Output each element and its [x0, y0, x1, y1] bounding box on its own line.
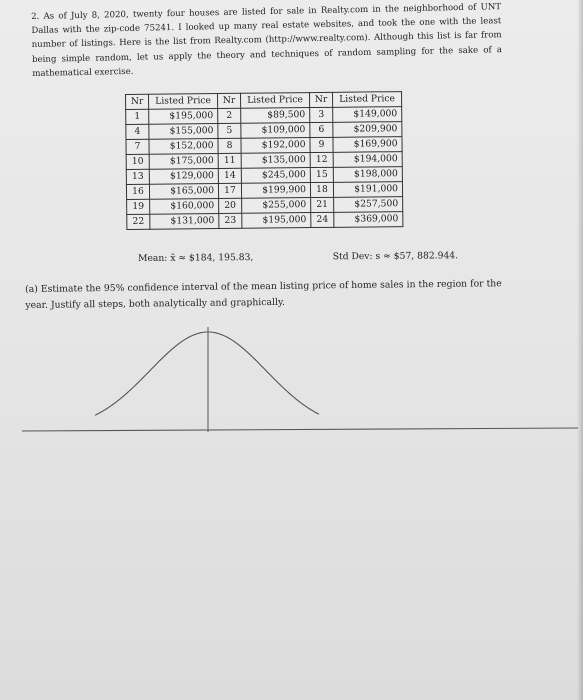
- header-listed-price: Listed Price: [240, 93, 309, 109]
- cell-nr: 3: [310, 107, 333, 122]
- cell-nr: 7: [126, 139, 149, 154]
- cell-nr: 5: [218, 123, 241, 138]
- header-nr: Nr: [126, 94, 149, 109]
- cell-price: $131,000: [150, 214, 219, 230]
- cell-nr: 13: [126, 169, 149, 184]
- page-edge-shadow: [577, 0, 583, 700]
- cell-price: $195,000: [149, 109, 218, 125]
- header-nr: Nr: [309, 92, 332, 107]
- cell-nr: 15: [310, 167, 333, 182]
- cell-price: $129,000: [149, 169, 218, 185]
- std-dev-value: Std Dev: s ≈ $57, 882.944.: [332, 250, 459, 263]
- cell-nr: 2: [218, 108, 241, 123]
- cell-nr: 23: [219, 213, 242, 228]
- cell-nr: 10: [126, 154, 149, 169]
- mean-value: Mean: x̄ ≈ $184, 195.83,: [138, 251, 254, 264]
- bell-curve: [95, 332, 319, 415]
- cell-price: $257,500: [334, 197, 403, 213]
- cell-price: $199,900: [241, 183, 310, 199]
- question-text: (a) Estimate the 95% confidence interval of the mean listing price of home sales in the region for the year. Justify all steps, both analytically and graphically.: [25, 278, 502, 311]
- cell-price: $369,000: [334, 212, 403, 228]
- header-nr: Nr: [218, 93, 241, 108]
- cell-nr: 21: [311, 197, 334, 212]
- cell-nr: 1: [126, 109, 149, 124]
- cell-nr: 14: [218, 168, 241, 183]
- cell-price: $89,500: [241, 108, 310, 124]
- header-listed-price: Listed Price: [149, 94, 218, 110]
- cell-price: $245,000: [241, 168, 310, 184]
- cell-nr: 17: [218, 183, 241, 198]
- cell-price: $194,000: [333, 152, 402, 168]
- cell-nr: 8: [218, 138, 241, 153]
- cell-price: $149,000: [333, 107, 402, 123]
- cell-price: $195,000: [242, 213, 311, 229]
- summary-statistics: [138, 250, 458, 264]
- cell-price: $209,900: [333, 122, 402, 138]
- cell-nr: 22: [127, 214, 150, 229]
- cell-price: $165,000: [149, 184, 218, 200]
- problem-statement: [31, 0, 502, 81]
- cell-price: $198,000: [333, 167, 402, 183]
- problem-paragraph: 2. As of July 8, 2020, twenty four houses are listed for sale in Realty.com in the neighborhood of UNT Dallas with the zip-code 75241. I looked up many real estate websites, and took the one with the least number of listings. Here is the list from Realty.com (http://www.realty.com). Although this list is far from being simple random, let us apply the theory and techniques of random sampling for the sake of a mathematical exercise.: [31, 2, 503, 79]
- cell-price: $135,000: [241, 153, 310, 169]
- cell-price: $152,000: [149, 139, 218, 155]
- cell-nr: 18: [310, 182, 333, 197]
- horizontal-axis: [22, 428, 578, 431]
- cell-nr: 24: [311, 212, 334, 227]
- cell-price: $169,900: [333, 137, 402, 153]
- cell-nr: 9: [310, 137, 333, 152]
- cell-nr: 6: [310, 122, 333, 137]
- cell-nr: 11: [218, 153, 241, 168]
- cell-nr: 20: [219, 198, 242, 213]
- cell-price: $155,000: [149, 124, 218, 140]
- cell-price: $109,000: [241, 123, 310, 139]
- cell-nr: 4: [126, 124, 149, 139]
- cell-price: $255,000: [242, 198, 311, 214]
- cell-nr: 16: [126, 184, 149, 199]
- normal-curve-graph: [0, 320, 583, 440]
- cell-price: $191,000: [333, 182, 402, 198]
- question-part-a: [25, 276, 525, 314]
- listings-table: [125, 91, 403, 230]
- table-row: [127, 212, 403, 230]
- cell-price: $160,000: [150, 199, 219, 215]
- cell-nr: 12: [310, 152, 333, 167]
- cell-nr: 19: [127, 199, 150, 214]
- header-listed-price: Listed Price: [332, 92, 401, 108]
- cell-price: $192,000: [241, 138, 310, 154]
- cell-price: $175,000: [149, 154, 218, 170]
